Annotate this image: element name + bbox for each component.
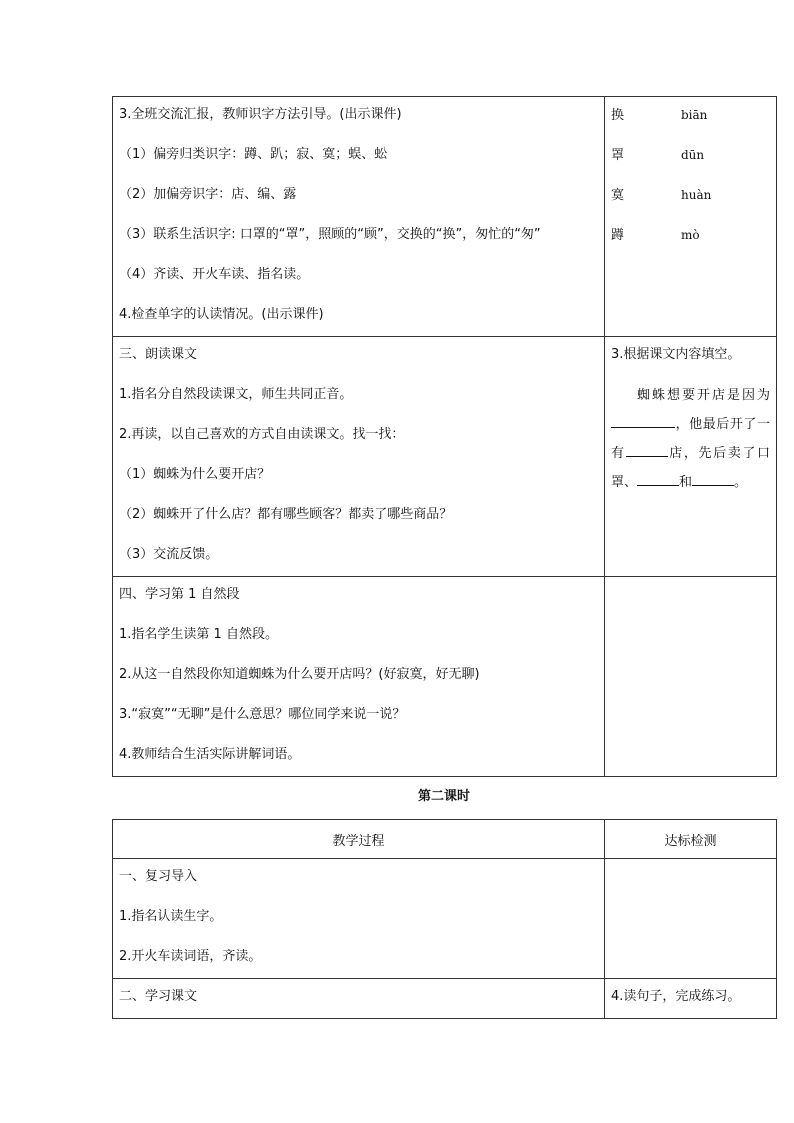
text-span: 和 <box>679 475 693 490</box>
teaching-process-cell <box>113 97 605 337</box>
hanzi: 换 <box>611 108 625 123</box>
answer-blank[interactable] <box>637 471 679 486</box>
teaching-process-cell <box>113 337 605 577</box>
section-title: 第二课时 <box>417 789 470 804</box>
section-heading: 一、复习导入 <box>119 869 198 884</box>
assessment-cell <box>605 97 777 337</box>
table-header-row <box>113 820 777 859</box>
text-span: 店，先后卖了口罩、 <box>611 446 770 490</box>
text-line: （2）加偏旁识字：店、编、露 <box>119 187 297 202</box>
assessment-cell <box>605 859 777 979</box>
answer-blank[interactable] <box>626 442 668 457</box>
pinyin: huàn <box>681 188 712 202</box>
header-assessment: 达标检测 <box>605 820 777 859</box>
pinyin-match-row <box>605 215 776 255</box>
text-line: 1.指名认读生字。 <box>119 909 223 924</box>
assessment-cell <box>605 979 777 1019</box>
hanzi: 蹲 <box>611 228 625 243</box>
answer-blank[interactable] <box>611 413 675 428</box>
section-heading: 三、朗读课文 <box>119 347 198 362</box>
pinyin-match-row <box>605 135 776 175</box>
lesson-table-2 <box>112 819 777 1019</box>
exercise-question: 3.根据课文内容填空。 <box>611 347 741 362</box>
table-row <box>113 577 777 777</box>
pinyin: mò <box>681 228 700 242</box>
table-row <box>113 979 777 1019</box>
text-line: 4.教师结合生活实际讲解词语。 <box>119 747 301 762</box>
answer-blank[interactable] <box>692 471 734 486</box>
pinyin-match-row <box>605 95 776 135</box>
text-line: 1.指名学生读第 1 自然段。 <box>119 627 278 642</box>
table-row <box>113 337 777 577</box>
section-heading: 四、学习第 1 自然段 <box>119 587 240 602</box>
text-line: 2.再读，以自己喜欢的方式自由读课文。找一找： <box>119 427 405 442</box>
teaching-process-cell <box>113 577 605 777</box>
table-row <box>113 859 777 979</box>
lesson-table-1 <box>112 96 777 777</box>
text-line: 3.全班交流汇报，教师识字方法引导。(出示课件) <box>119 107 402 122</box>
assessment-cell <box>605 577 777 777</box>
text-span: ，他最后开了一有 <box>611 417 770 461</box>
teaching-process-cell <box>113 859 605 979</box>
exercise-question: 4.读句子，完成练习。 <box>611 989 741 1004</box>
text-line: （3）交流反馈。 <box>119 547 219 562</box>
teaching-process-cell <box>113 979 605 1019</box>
text-line: 2.开火车读词语，齐读。 <box>119 949 262 964</box>
text-line: （2）蜘蛛开了什么店？都有哪些顾客？都卖了哪些商品？ <box>119 507 453 522</box>
pinyin: biān <box>681 108 708 122</box>
text-line: 4.检查单字的认读情况。(出示课件) <box>119 307 324 322</box>
text-span: 。 <box>734 475 748 490</box>
table-row <box>113 97 777 337</box>
text-line: （1）偏旁归类识字：蹲、趴；寂、寞；蜈、蚣 <box>119 147 388 162</box>
text-line: 2.从这一自然段你知道蜘蛛为什么要开店吗？(好寂寞，好无聊) <box>119 667 480 682</box>
section-heading: 二、学习课文 <box>119 989 198 1004</box>
text-line: 1.指名分自然段读课文，师生共同正音。 <box>119 387 353 402</box>
assessment-cell <box>605 337 777 577</box>
pinyin: dūn <box>681 148 705 162</box>
text-line: 3.“寂寞”“无聊”是什么意思？哪位同学来说一说？ <box>119 707 406 722</box>
text-line: （4）齐读、开火车读、指名读。 <box>119 267 310 282</box>
hanzi: 罩 <box>611 148 625 163</box>
text-line: （1）蜘蛛为什么要开店？ <box>119 467 271 482</box>
hanzi: 寞 <box>611 188 625 203</box>
text-span: 蜘蛛想要开店是因为 <box>637 388 770 403</box>
header-teaching-process: 教学过程 <box>113 820 605 859</box>
text-line: （3）联系生活识字: 口罩的“罩”，照顾的“顾”，交换的“换”，匆忙的“匆” <box>119 227 541 242</box>
fill-in-exercise <box>605 335 776 497</box>
exercise-paragraph <box>611 381 770 497</box>
pinyin-match-row <box>605 175 776 215</box>
